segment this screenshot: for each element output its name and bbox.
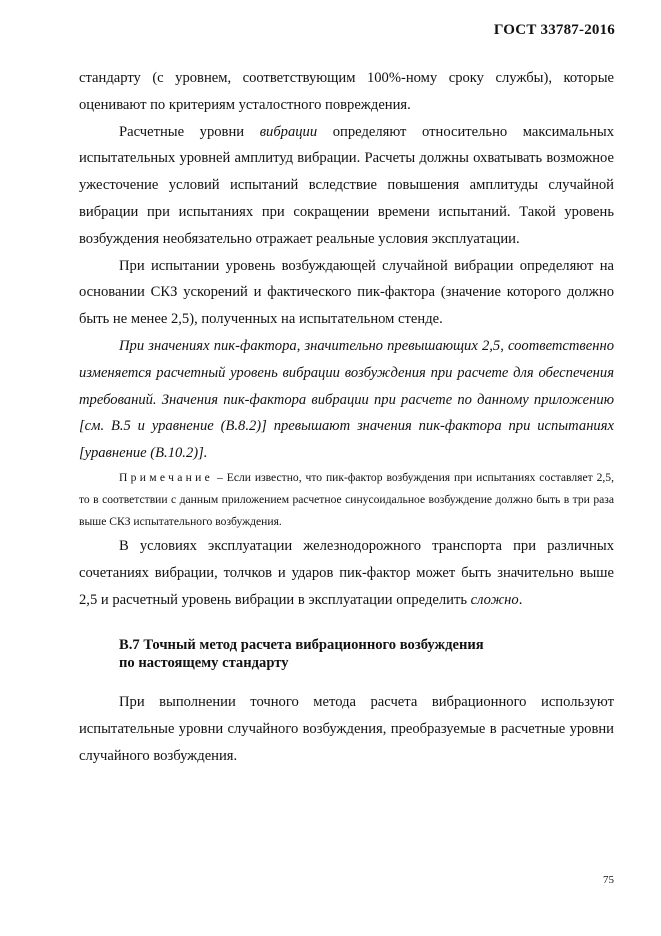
paragraph-peak-factor: При значениях пик-фактора, значительно превышающих 2,5, соответственно изменяется расчетный уровень вибрации возбуждения при расчете для обеспечения требований. Значения пик-фактора вибрации при расчете по данному приложению [см. В.5 и уравнение (В.8.2)] превышают значения пик-фактора при испытаниях [уравнение (В.10.2)].: [79, 337, 614, 462]
paragraph-test-level: При испытании уровень возбуждающей случайной вибрации определяют на основании СКЗ ускорений и фактического пик-фактора (значение которого должно быть не менее 2,5), полученных на испытательном стенде.: [79, 257, 614, 328]
paragraph-calculated-levels: [79, 119, 614, 253]
section-heading: [119, 636, 614, 672]
note-label: Примечание: [119, 470, 214, 484]
section-heading-line2: по настоящему стандарту: [119, 655, 289, 672]
section-heading-line1: В.7 Точный метод расчета вибрационного возбуждения: [119, 637, 484, 654]
paragraph-text: .: [518, 591, 523, 608]
note-block: [79, 467, 614, 533]
note-text: – Если известно, что пик-фактор возбуждения при испытаниях составляет 2,5, то в соответствии с данным приложением расчетное синусоидальное возбуждение должно быть в три раза выше СКЗ испытательного возбуждения.: [79, 470, 614, 528]
emphasis-difficult: сложно: [470, 591, 519, 608]
paragraph-continuation: стандарту (с уровнем, соответствующим 100%-ному сроку службы), которые оценивают по критериям усталостного повреждения.: [79, 70, 614, 113]
paragraph-text: определяют относительно максимальных испытательных уровней амплитуд вибрации. Расчеты должны охватывать возможное ужесточение условий испытаний вследствие повышения амплитуды случайной вибрации при испытаниях при сокращении времени испытаний. Такой уровень возбуждения необязательно отражает реальные условия эксплуатации.: [79, 123, 615, 247]
page-body: [79, 65, 614, 770]
page-number: 75: [603, 874, 614, 886]
paragraph-railway-conditions: [79, 533, 614, 613]
emphasis-vibration: вибрации: [259, 123, 318, 140]
paragraph-text: В условиях эксплуатации железнодорожного транспорта при различных сочетаниях вибрации, толчков и ударов пик-фактор может быть значительно выше 2,5 и расчетный уровень вибрации в эксплуатации определить: [79, 537, 614, 608]
document-code-header: ГОСТ 33787-2016: [493, 22, 615, 38]
paragraph-text: Расчетные уровни: [119, 123, 260, 140]
paragraph-exact-method: При выполнении точного метода расчета вибрационного используют испытательные уровни случайного возбуждения, преобразуемые в расчетные уровни случайного возбуждения.: [79, 694, 614, 764]
